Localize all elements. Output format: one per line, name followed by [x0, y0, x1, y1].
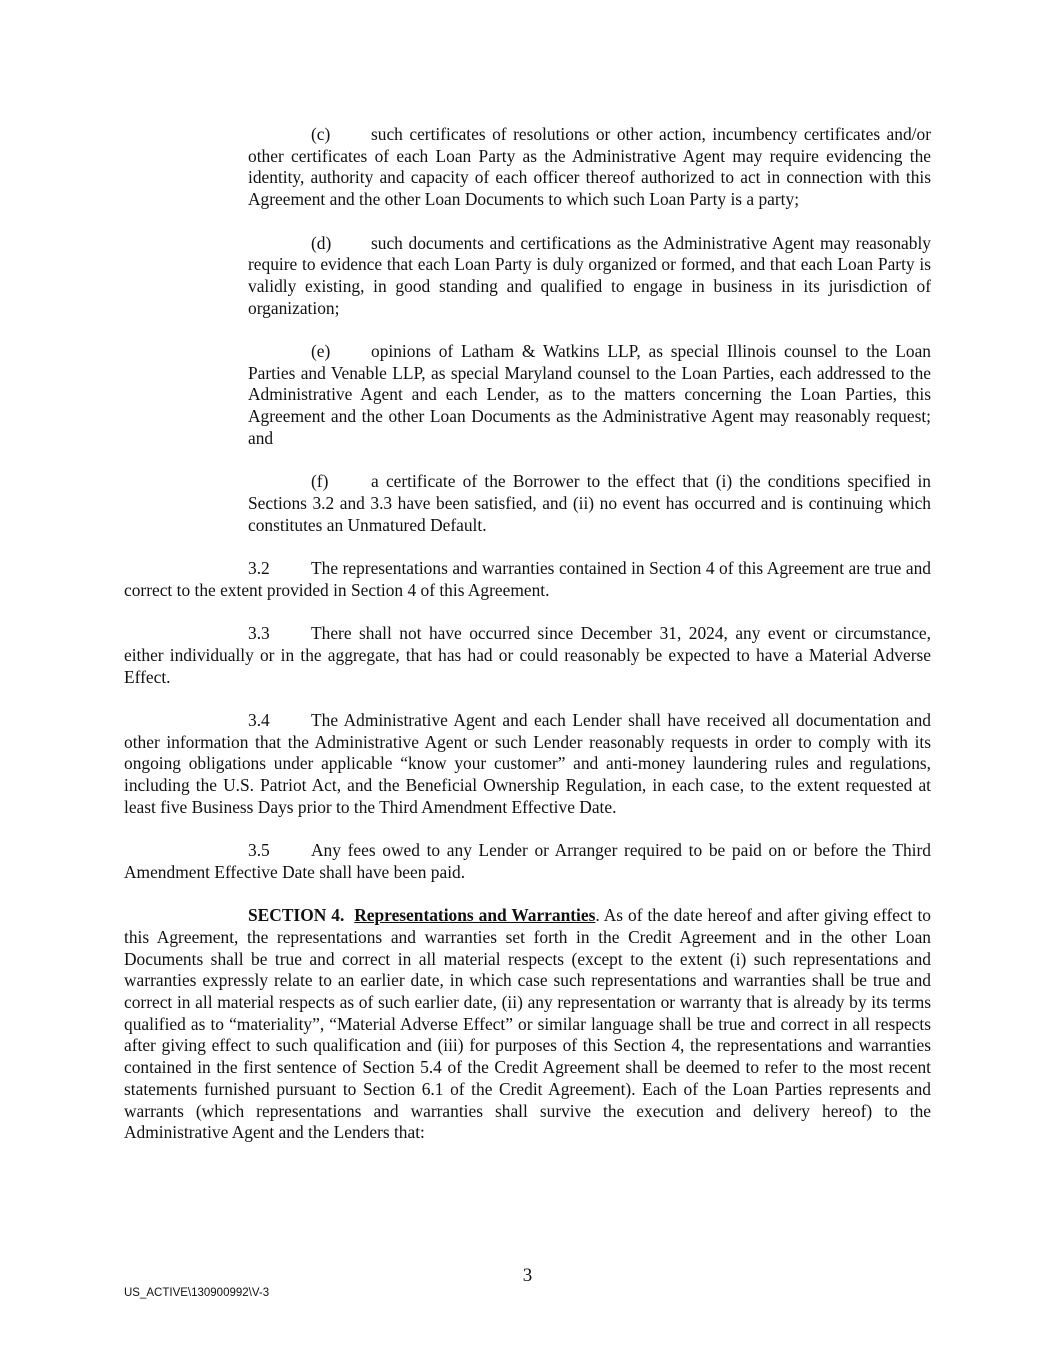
paragraph-text: such certificates of resolutions or other action, incumbency certificates and/or other certificates of each Loan Party as the Administrative Agent may require evidencing the identity, authority and capacity of each officer thereof authorized to act in connection with this Agreement and the other Loan Documents to which such Loan Party is a party; — [248, 124, 931, 210]
section-number: 3.5 — [248, 840, 270, 861]
section-number: 3.3 — [248, 623, 270, 644]
section-text: There shall not have occurred since December 31, 2024, any event or circumstance, either individually or in the aggregate, that has had or could reasonably be expected to have a Material Adverse Effect. — [124, 623, 931, 687]
section-3-2 — [124, 558, 931, 601]
paragraph-label: (f) — [311, 471, 329, 492]
page-number: 3 — [522, 1265, 533, 1286]
section-heading-title: Representations and Warranties — [354, 905, 596, 926]
section-heading-number: SECTION 4. — [248, 905, 345, 926]
section-text: Any fees owed to any Lender or Arranger required to be paid on or before the Third Amendment Effective Date shall have been paid. — [124, 840, 931, 882]
paragraph-label: (d) — [311, 232, 332, 253]
section-text: . As of the date hereof and after giving effect to this Agreement, the representations and warranties set forth in the Credit Agreement and in the other Loan Documents shall be true and correct in all material respects (except to the extent (i) such representations and warranties expressly relate to an earlier date, in which case such representations and warranties shall be true and correct in all material respects as of such earlier date, (ii) any representation or warranty that is already by its terms qualified as to “materiality”, “Material Adverse Effect” or similar language shall be true and correct in all respects after giving effect to such qualification and (iii) for purposes of this Section 4, the representations and warranties contained in the first sentence of Section 5.4 of the Credit Agreement shall be deemed to refer to the most recent statements furnished pursuant to Section 6.1 of the Credit Agreement). Each of the Loan Parties represents and warrants (which representations and warranties shall survive the execution and delivery hereof) to the Administrative Agent and the Lenders that: — [124, 905, 931, 1143]
paragraph-text: a certificate of the Borrower to the effect that (i) the conditions specified in Sections 3.2 and 3.3 have been satisfied, and (ii) no event has occurred and is continuing which constitutes an Unmatured Default. — [248, 471, 931, 535]
section-4 — [124, 905, 931, 1144]
document-footer-id: US_ACTIVE\130900992\V-3 — [124, 1287, 270, 1299]
section-number: 3.4 — [248, 709, 270, 730]
paragraph-text: opinions of Latham & Watkins LLP, as special Illinois counsel to the Loan Parties and Venable LLP, as special Maryland counsel to the Loan Parties, each addressed to the Administrative Agent and each Lender, as to the matters concerning the Loan Parties, this Agreement and the other Loan Documents as the Administrative Agent may reasonably request; and — [248, 341, 931, 448]
paragraph-d — [248, 233, 931, 320]
section-number: 3.2 — [248, 558, 270, 578]
section-3-3 — [124, 623, 931, 688]
document-body — [124, 124, 931, 1166]
section-text: The representations and warranties contained in Section 4 of this Agreement are true and correct to the extent provided in Section 4 of this Agreement. — [124, 558, 931, 600]
paragraph-label: (c) — [311, 124, 331, 144]
section-text: The Administrative Agent and each Lender shall have received all documentation and other information that the Administrative Agent or such Lender reasonably requests in order to comply with its ongoing obligations under applicable “know your customer” and anti-money laundering rules and regulations, including the U.S. Patriot Act, and the Beneficial Ownership Regulation, in each case, to the extent requested at least five Business Days prior to the Third Amendment Effective Date. — [124, 709, 931, 817]
paragraph-c — [248, 124, 931, 211]
paragraph-label: (e) — [311, 341, 331, 361]
paragraph-f — [248, 471, 931, 536]
paragraph-text: such documents and certifications as the Administrative Agent may reasonably require to evidence that each Loan Party is duly organized or formed, and that each Loan Party is validly existing, in good standing and qualified to engage in business in its jurisdiction of organization; — [248, 232, 931, 318]
section-3-5 — [124, 840, 931, 883]
section-3-4 — [124, 710, 931, 819]
paragraph-e — [248, 341, 931, 450]
